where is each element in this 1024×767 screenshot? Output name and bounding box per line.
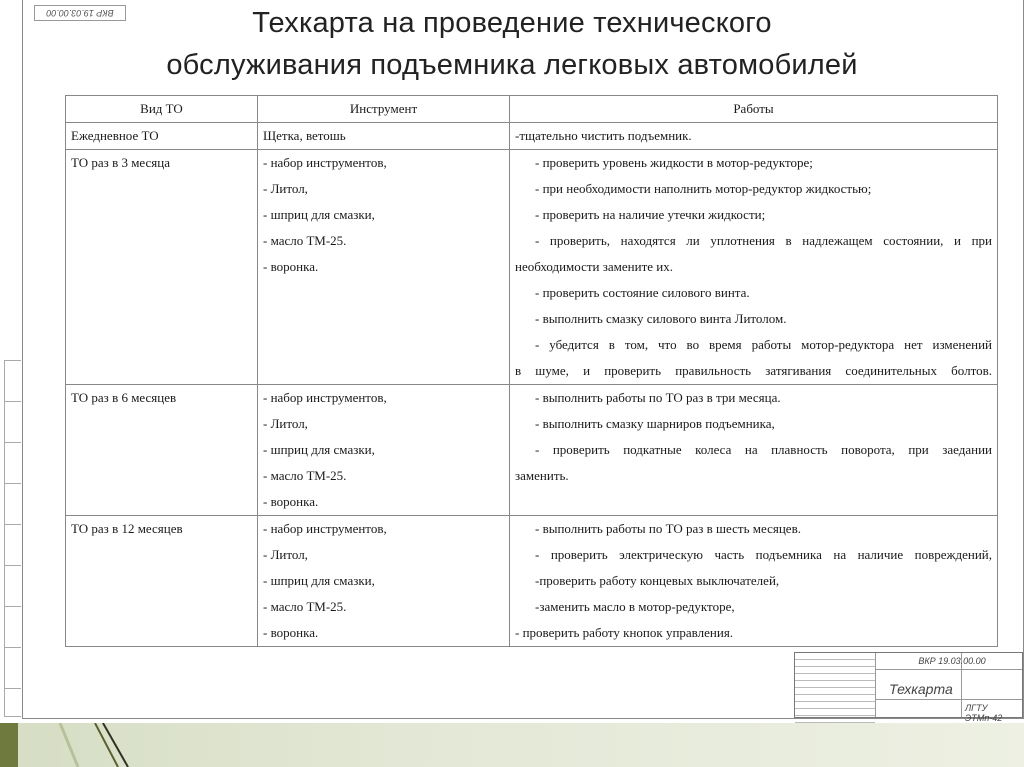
work-item: -проверить работу концевых выключателей, [535,573,780,588]
table-row [66,150,998,385]
work-item: -заменить масло в мотор-редукторе, [535,599,735,614]
work-item: - выполнить работы по ТО раз в три месяца. [535,390,781,405]
work-item: - проверить состояние силового винта. [535,285,750,300]
cell-works [510,150,998,385]
cell-tools [258,516,510,647]
cell-type: ТО раз в 6 месяцев [66,385,258,516]
cell-tools [258,123,510,150]
slide-footer [0,723,1024,767]
tool-item: - набор инструментов, [263,390,387,405]
tool-item: - воронка. [263,259,319,274]
tool-item: - шприц для смазки, [263,573,375,588]
work-item: - проверить электрическую часть подъемника на наличие повреждений, [535,547,992,562]
tool-item: - Литол, [263,547,308,562]
cell-type: ТО раз в 12 месяцев [66,516,258,647]
tool-item: - масло ТМ-25. [263,599,347,614]
stamp-name: Техкарта [889,681,953,697]
work-item: заменить. [515,468,569,483]
title-block-stamp [794,652,1023,723]
cell-works [510,385,998,516]
work-item: - проверить на наличие утечки жидкости; [535,207,766,222]
rotated-document-code: ВКР 19.03.00.00 [34,5,126,21]
tool-item: - Литол, [263,416,308,431]
tool-item: - набор инструментов, [263,155,387,170]
tool-item: - масло ТМ-25. [263,468,347,483]
tool-item: - воронка. [263,625,319,640]
table-header-row [66,96,998,123]
stamp-code: ВКР 19.03.00.00 [918,656,986,666]
table-row [66,123,998,150]
cell-works [510,123,998,150]
cell-type: Ежедневное ТО [66,123,258,150]
cell-works [510,516,998,647]
sheet-margin-stamp [4,360,21,717]
work-item: - проверить подкатные колеса на плавность поворота, при заедании [535,442,992,457]
tool-item: - воронка. [263,494,319,509]
work-item: в шуме, и проверить правильность затягивания соединительных болтов. [515,363,992,378]
work-item: - проверить работу кнопок управления. [515,625,734,640]
work-item: - выполнить смазку силового винта Литолом. [535,311,787,326]
tool-item: - набор инструментов, [263,521,387,536]
footer-decoration [0,723,200,767]
cell-tools [258,385,510,516]
stamp-org: ЛГТУ ЭТМп-42 [965,703,1003,723]
work-item: необходимости замените их. [515,259,673,274]
cell-tools [258,150,510,385]
work-item: -тщательно чистить подъемник. [515,128,692,143]
header-type: Вид ТО [66,96,258,123]
work-item: - проверить уровень жидкости в мотор-редукторе; [535,155,813,170]
work-item: - выполнить работы по ТО раз в шесть месяцев. [535,521,801,536]
tool-item: - шприц для смазки, [263,207,375,222]
work-item: - убедится в том, что во время работы мотор-редуктора нет изменений [535,337,992,352]
tool-item: - шприц для смазки, [263,442,375,457]
table-row [66,516,998,647]
header-works: Работы [510,96,998,123]
work-item: - при необходимости наполнить мотор-редуктор жидкостью; [535,181,872,196]
maintenance-table [65,95,998,647]
cell-type: ТО раз в 3 месяца [66,150,258,385]
header-tools: Инструмент [258,96,510,123]
page-title [0,2,1024,86]
tool-item: - масло ТМ-25. [263,233,347,248]
title-line-1: Техкарта на проведение технического [252,7,772,39]
work-item: - выполнить смазку шарниров подъемника, [535,416,775,431]
table-row [66,385,998,516]
tool-item: Щетка, ветошь [263,128,346,143]
title-line-2: обслуживания подъемника легковых автомобилей [166,49,858,81]
work-item: - проверить, находятся ли уплотнения в надлежащем состоянии, и при [535,233,992,248]
tool-item: - Литол, [263,181,308,196]
